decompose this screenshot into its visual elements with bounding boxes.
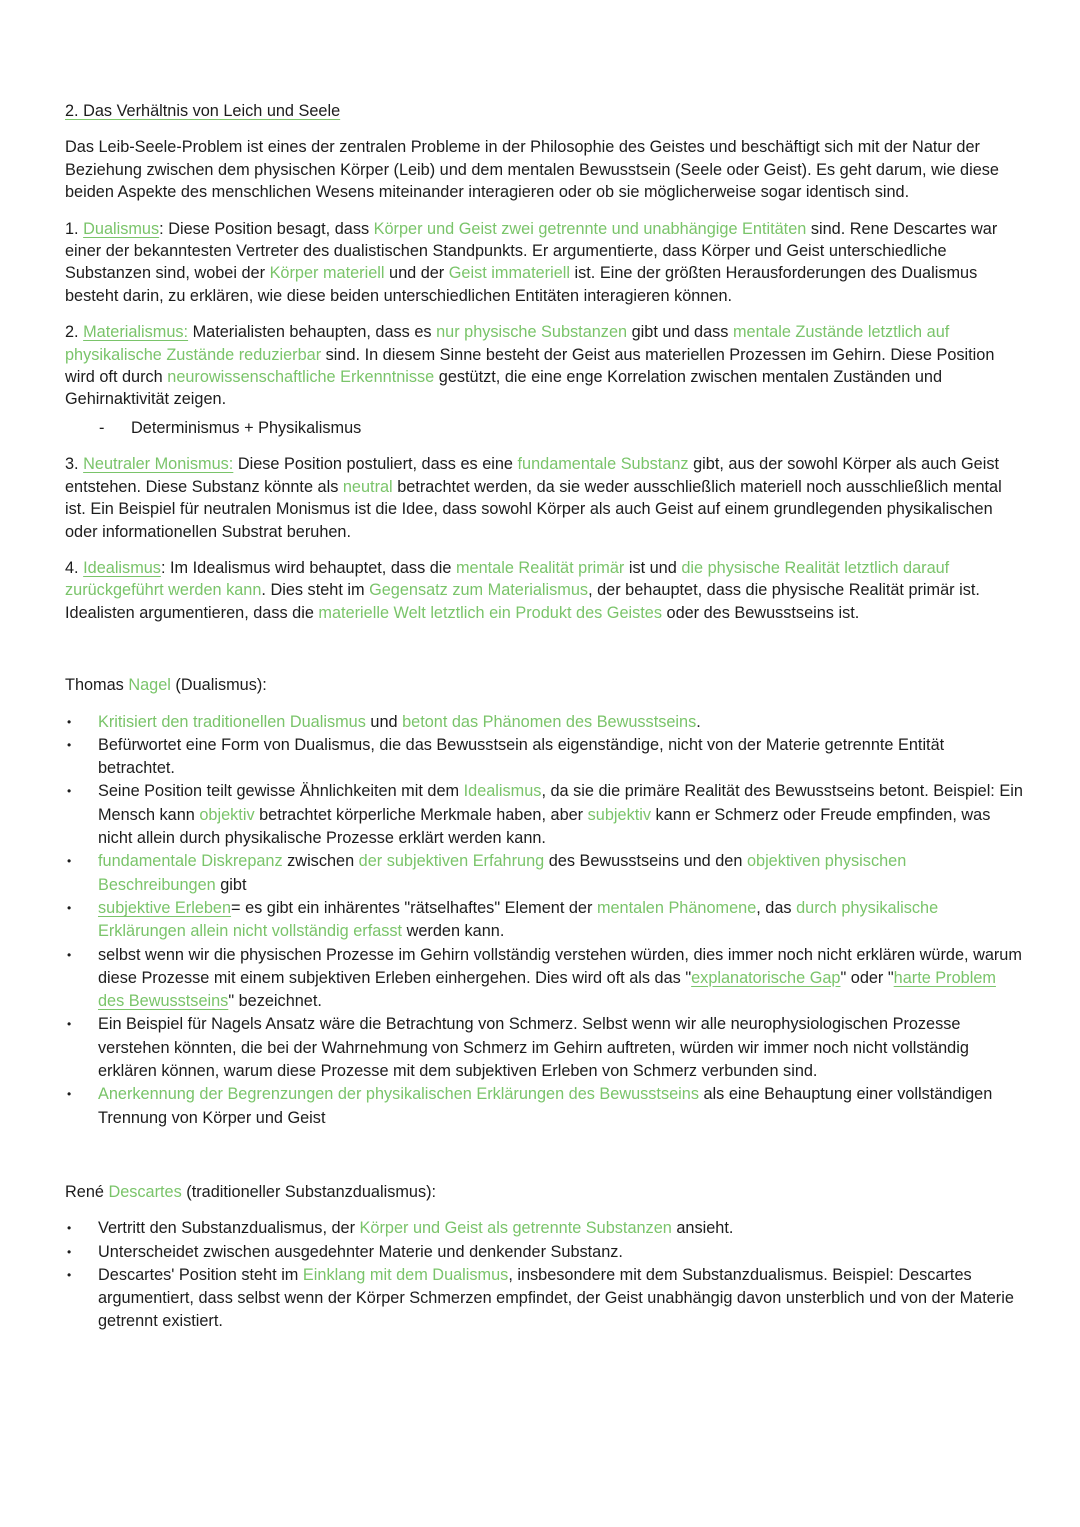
subpoint-text: Determinismus + Physikalismus	[131, 418, 362, 437]
text: = es gibt ein inhärentes "rätselhaftes" Element der	[231, 898, 597, 917]
text: als eine Behauptung einer vollständigen Trennung von Körper und Geist	[98, 1085, 993, 1127]
text: betrachtet werden, da sie weder ausschließlich materiell noch ausschließlich mental ist. Ein Beispiel für neutralen Monismus ist die Idee, dass sowohl Körper als auch Geist auf einem grundlegenden physikalischen oder informationellen Substrat beruhen.	[65, 477, 1002, 541]
highlight: harte Problem des Bewusstseins	[98, 968, 996, 1011]
text: des Bewusstseins und den	[544, 852, 747, 871]
list-item	[65, 897, 1025, 944]
text: Diese Position postuliert, dass es eine	[233, 455, 518, 474]
highlight: durch physikalische Erklärungen allein nicht vollständig erfasst	[98, 898, 939, 941]
highlight: neurowissenschaftliche Erkenntnisse	[167, 368, 435, 387]
text: Unterscheidet zwischen ausgedehnter Materie und denkender Substanz.	[98, 1242, 623, 1261]
text: , insbesondere mit dem Substanzdualismus. Beispiel: Descartes argumentiert, dass selbst wenn der Körper Schmerzen empfindet, der Geist unabhängig davon unsterblich und von der Materie getrennt existiert.	[98, 1265, 1014, 1331]
highlight: der subjektiven Erfahrung	[358, 852, 545, 871]
nagel-heading	[65, 674, 1025, 696]
highlight: mentalen Phänomene	[596, 898, 757, 917]
highlight: Idealismus	[463, 782, 542, 801]
text: ist und	[624, 558, 682, 577]
text: (Dualismus):	[170, 676, 267, 695]
term-materialismus: Materialismus:	[83, 323, 189, 342]
text: .	[696, 712, 701, 731]
highlight: nur physische Substanzen	[436, 323, 628, 342]
highlight: mentale Realität primär	[455, 558, 625, 577]
highlight: Geist immateriell	[448, 264, 570, 283]
highlight: Einklang mit dem Dualismus	[302, 1265, 509, 1284]
term-idealismus: Idealismus	[83, 558, 161, 577]
highlight: objektiv	[199, 805, 255, 824]
highlight: Gegensatz zum Materialismus	[369, 581, 589, 600]
text: werden kann.	[402, 922, 505, 941]
materialismus-subpoint	[65, 417, 1025, 439]
text: betrachtet körperliche Merkmale haben, aber	[254, 805, 588, 824]
text: Seine Position teilt gewisse Ähnlichkeiten mit dem	[98, 782, 464, 801]
list-item	[65, 711, 1025, 734]
highlight: fundamentale Diskrepanz	[98, 852, 283, 871]
colon: :	[159, 219, 164, 238]
text: ist. Eine der größten Herausforderungen des Dualismus besteht darin, zu erklären, wie diese beiden unterschiedlichen Entitäten interagieren können.	[65, 264, 978, 305]
list-item	[65, 1264, 1025, 1334]
text: oder des Bewusstseins ist.	[661, 603, 860, 622]
position-dualismus	[65, 218, 1025, 308]
term-dualismus: Dualismus	[83, 219, 160, 238]
list-item	[65, 850, 1025, 897]
item-number: 4.	[65, 558, 79, 577]
text: Ein Beispiel für Nagels Ansatz wäre die Betrachtung von Schmerz. Selbst wenn wir alle neurophysiologischen Prozesse verstehen könnten, die bei der Wahrnehmung von Schmerz im Gehirn auftreten, würden wir immer noch nicht vollständig erklären können, warum diese Prozesse mit dem subjektiven Erleben von Schmerz verbunden sind.	[98, 1015, 969, 1080]
descartes-heading	[65, 1181, 1025, 1203]
text: sind. Rene Descartes war einer der bekanntesten Vertreter des dualistischen Standpunkts. Er argumentierte, dass Körper und Geist unterschiedliche Substanzen sind, wobei der	[65, 219, 998, 283]
position-materialismus	[65, 321, 1025, 411]
text: sind. In diesem Sinne besteht der Geist aus materiellen Prozessen im Gehirn. Diese Position wird oft durch	[65, 345, 995, 387]
nagel-list	[65, 711, 1025, 1130]
highlight: Körper materiell	[269, 264, 385, 283]
text: " bezeichnet.	[228, 992, 322, 1011]
text: gibt	[215, 875, 247, 894]
section-title: 2. Das Verhältnis von Leich und Seele	[65, 102, 341, 120]
text: Descartes' Position steht im	[98, 1265, 303, 1284]
text: , das	[756, 898, 797, 917]
item-number: 2.	[65, 323, 79, 342]
position-idealismus	[65, 557, 1025, 624]
list-item	[65, 1241, 1025, 1264]
text: Vertritt den Substanzdualismus, der	[98, 1219, 360, 1238]
text: selbst wenn wir die physischen Prozesse im Gehirn vollständig verstehen würden, dies immer noch nicht erklären würde, warum diese Prozesse mit einem subjektiven Erleben einhergehen. Dies wird oft als das "	[98, 945, 1022, 987]
text: Thomas	[65, 676, 129, 695]
highlight: materielle Welt letztlich ein Produkt des Geistes	[318, 603, 662, 622]
colon: :	[160, 558, 166, 577]
text: . Dies steht im	[261, 581, 370, 600]
highlight: betont das Phänomen des Bewusstseins	[402, 712, 697, 731]
highlight: neutral	[342, 477, 393, 496]
list-item	[65, 944, 1025, 1014]
position-monismus	[65, 453, 1025, 543]
text: , der behauptet, dass die physische Realität primär ist. Idealisten argumentieren, dass die	[65, 581, 980, 622]
text: gibt, aus der sowohl Körper als auch Geist entstehen. Diese Substanz könnte als	[65, 455, 999, 496]
highlight: subjektive Erleben	[98, 898, 232, 917]
highlight: mentale Zustände letztlich auf physikalische Zustände reduzierbar	[65, 323, 950, 364]
dash-bullet: -	[99, 418, 105, 437]
document-page	[65, 100, 1025, 1334]
highlight: subjektiv	[587, 805, 651, 824]
text: ansieht.	[671, 1219, 734, 1238]
text: und der	[384, 264, 449, 283]
text: Im Idealismus wird behauptet, dass die	[165, 558, 456, 577]
text: gibt und dass	[627, 323, 733, 342]
highlight: objektiven physischen Beschreibungen	[98, 852, 907, 894]
item-number: 3.	[65, 455, 79, 474]
term-monismus: Neutraler Monismus:	[83, 455, 234, 474]
nagel-name: Nagel	[128, 676, 171, 695]
text: Befürwortet eine Form von Dualismus, die das Bewusstsein als eigenständige, nicht von der Materie getrennte Entität betrachtet.	[98, 735, 945, 778]
text: und	[365, 712, 403, 731]
text: " oder "	[840, 968, 894, 987]
highlight: Kritisiert den traditionellen Dualismus	[98, 712, 366, 731]
list-item	[65, 1083, 1025, 1130]
text: (traditioneller Substanzdualismus):	[181, 1182, 437, 1201]
text: Diese Position besagt, dass	[163, 219, 374, 238]
highlight: die physische Realität letztlich darauf zurückgeführt werden kann	[65, 558, 950, 600]
list-item	[65, 1217, 1025, 1240]
highlight: Körper und Geist als getrennte Substanzen	[359, 1219, 672, 1238]
intro-paragraph: Das Leib-Seele-Problem ist eines der zentralen Probleme in der Philosophie des Geistes und beschäftigt sich mit der Natur der Beziehung zwischen dem physischen Körper (Leib) und dem mentalen Bewusstsein (Seele oder Geist). Es geht darum, wie diese beiden Aspekte des menschlichen Wesens miteinander interagieren oder ob sie möglicherweise sogar identisch sind.	[65, 138, 999, 202]
highlight: Körper und Geist zwei getrennte und unabhängige Entitäten	[373, 219, 807, 238]
text: zwischen	[282, 852, 359, 871]
descartes-list	[65, 1217, 1025, 1333]
item-number: 1.	[65, 219, 79, 238]
descartes-name: Descartes	[108, 1182, 182, 1201]
highlight: fundamentale Substanz	[517, 455, 689, 474]
text: , da sie die primäre Realität des Bewusstseins betont. Beispiel: Ein Mensch kann	[98, 782, 1023, 824]
list-item	[65, 780, 1025, 850]
text: kann er Schmerz oder Freude empfinden, was nicht allein durch physikalische Prozesse erklärt werden kann.	[98, 805, 991, 848]
list-item	[65, 1013, 1025, 1083]
list-item	[65, 734, 1025, 781]
text: René	[65, 1182, 109, 1201]
highlight: explanatorische Gap	[691, 968, 841, 987]
text: gestützt, die eine enge Korrelation zwischen mentalen Zuständen und Gehirnaktivität zeigen.	[65, 368, 943, 409]
highlight: Anerkennung der Begrenzungen der physikalischen Erklärungen des Bewusstseins	[98, 1085, 699, 1104]
text: Materialisten behaupten, dass es	[188, 323, 437, 342]
